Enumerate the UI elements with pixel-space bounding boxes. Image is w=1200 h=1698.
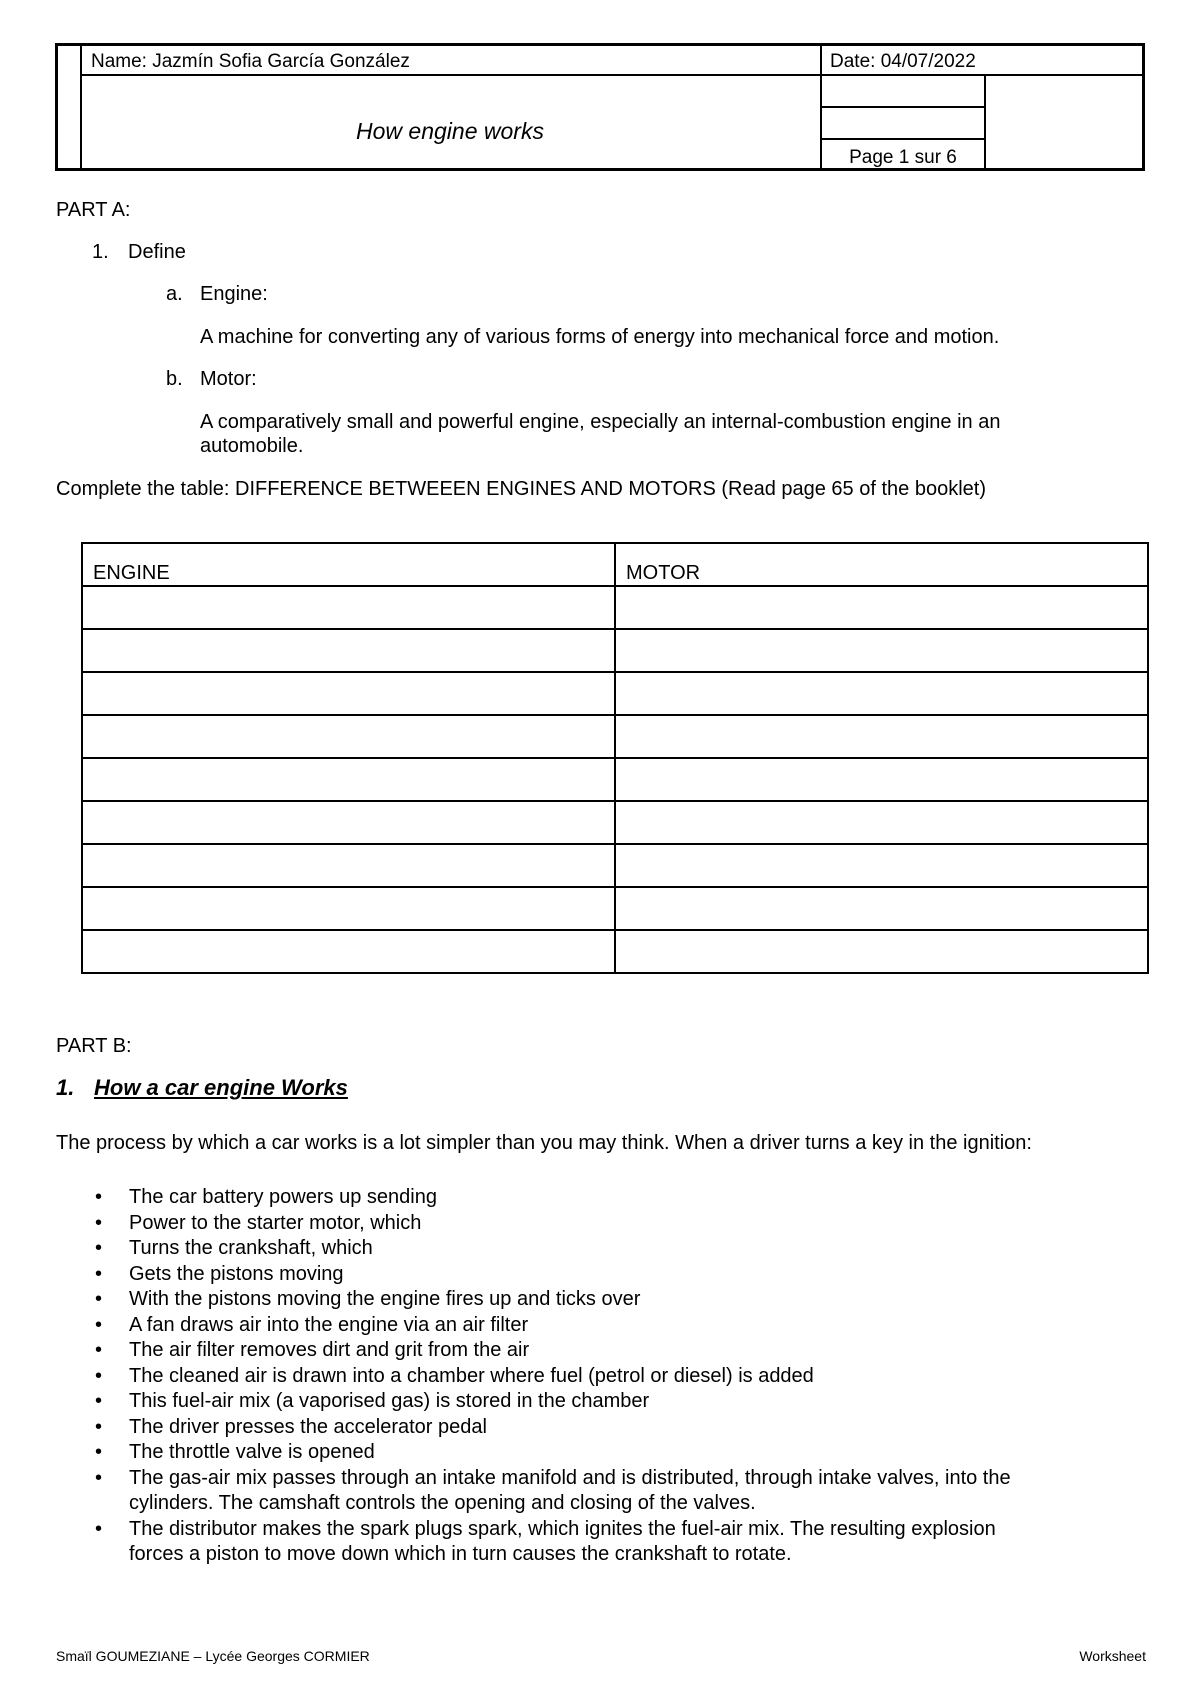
document-header: [55, 43, 1145, 171]
question-number: 1.: [92, 241, 109, 263]
page-number: Page 1 sur 6: [849, 147, 957, 168]
bullet-icon: •: [95, 1186, 103, 1208]
table-cell[interactable]: [615, 672, 1148, 715]
table-row: [82, 629, 1148, 672]
table-cell[interactable]: [615, 629, 1148, 672]
table-cell[interactable]: [82, 629, 615, 672]
table-header-row: [82, 543, 1148, 586]
list-item-text: forces a piston to move down which in turn causes the crankshaft to rotate.: [129, 1543, 792, 1565]
table-row: [82, 930, 1148, 973]
bullet-icon: •: [95, 1313, 103, 1336]
table-cell[interactable]: [82, 844, 615, 887]
table-row: [82, 801, 1148, 844]
document-title: How engine works: [356, 118, 544, 144]
bullet-icon: •: [95, 1466, 103, 1489]
list-item: [95, 1185, 1145, 1211]
bullet-icon: •: [95, 1390, 103, 1412]
bullet-icon: •: [95, 1364, 103, 1387]
list-item: [95, 1440, 1145, 1466]
header-divider: [820, 106, 986, 108]
list-item-text: The car battery powers up sending: [129, 1186, 437, 1208]
table-cell[interactable]: [615, 844, 1148, 887]
table-row: [82, 586, 1148, 629]
header-divider: [984, 74, 986, 168]
list-item-text: The cleaned air is drawn into a chamber where fuel (petrol or diesel) is added: [129, 1364, 814, 1387]
document-date: Date: 04/07/2022: [830, 51, 976, 72]
table-header-cell: MOTOR: [615, 543, 1148, 586]
list-item-text: A fan draws air into the engine via an air filter: [129, 1313, 529, 1336]
table-cell[interactable]: [615, 758, 1148, 801]
list-item-text: With the pistons moving the engine fires up and ticks over: [129, 1288, 641, 1310]
engine-motor-table: [81, 542, 1149, 974]
bullet-icon: •: [95, 1288, 103, 1310]
table-cell[interactable]: [82, 715, 615, 758]
list-item: [95, 1466, 1145, 1517]
list-item: [95, 1262, 1145, 1288]
list-item-text: The driver presses the accelerator pedal: [129, 1415, 487, 1438]
bullet-icon: •: [95, 1237, 103, 1259]
table-cell[interactable]: [615, 586, 1148, 629]
table-cell[interactable]: [82, 930, 615, 973]
list-item: [95, 1389, 1145, 1415]
table-cell[interactable]: [82, 758, 615, 801]
table-cell[interactable]: [615, 801, 1148, 844]
header-divider: [820, 138, 986, 140]
table-row: [82, 887, 1148, 930]
list-item-text: The gas-air mix passes through an intake manifold and is distributed, through intake valves, into the: [129, 1466, 1011, 1489]
list-item: [95, 1364, 1145, 1390]
list-item-text: Gets the pistons moving: [129, 1262, 344, 1285]
subquestion-letter: b.: [166, 368, 183, 390]
bullet-icon: •: [95, 1517, 103, 1540]
list-item-text: The distributor makes the spark plugs spark, which ignites the fuel-air mix. The resulting explosion: [129, 1517, 996, 1540]
footer-label: Worksheet: [1079, 1648, 1146, 1664]
list-item: [95, 1287, 1145, 1313]
list-item: [95, 1517, 1145, 1568]
engine-label: Engine:: [200, 283, 268, 305]
table-cell[interactable]: [615, 887, 1148, 930]
table-cell[interactable]: [82, 672, 615, 715]
table-cell[interactable]: [82, 887, 615, 930]
list-item-text: Turns the crankshaft, which: [129, 1237, 373, 1259]
section-title: How a car engine Works: [94, 1075, 348, 1100]
bullet-icon: •: [95, 1262, 103, 1285]
table-cell[interactable]: [82, 801, 615, 844]
table-row: [82, 715, 1148, 758]
bullet-icon: •: [95, 1211, 103, 1234]
list-item-text: The throttle valve is opened: [129, 1441, 375, 1463]
student-name: Name: Jazmín Sofia García González: [91, 51, 410, 72]
section-number: 1.: [56, 1075, 75, 1100]
question-label: Define: [128, 241, 186, 263]
process-bullet-list: [95, 1185, 1145, 1568]
list-item: [95, 1415, 1145, 1441]
list-item: [95, 1338, 1145, 1364]
list-item-text: The air filter removes dirt and grit from the air: [129, 1339, 530, 1361]
header-divider: [80, 74, 1142, 76]
list-item-text: cylinders. The camshaft controls the opening and closing of the valves.: [129, 1492, 756, 1514]
list-item: [95, 1236, 1145, 1262]
table-cell[interactable]: [82, 586, 615, 629]
table-row: [82, 758, 1148, 801]
motor-definition-line: A comparatively small and powerful engine, especially an internal-combustion engine in an: [200, 411, 1001, 433]
part-a-heading: PART A:: [56, 199, 131, 221]
subquestion-letter: a.: [166, 283, 183, 305]
bullet-icon: •: [95, 1441, 103, 1463]
header-left-bar: [80, 46, 82, 168]
list-item-text: Power to the starter motor, which: [129, 1211, 422, 1234]
list-item: [95, 1313, 1145, 1339]
table-cell[interactable]: [615, 930, 1148, 973]
table-header-cell: ENGINE: [82, 543, 615, 586]
motor-label: Motor:: [200, 368, 257, 390]
table-cell[interactable]: [615, 715, 1148, 758]
bullet-icon: •: [95, 1415, 103, 1438]
table-instruction: Complete the table: DIFFERENCE BETWEEEN ENGINES AND MOTORS (Read page 65 of the booklet): [56, 478, 986, 500]
list-item-text: This fuel-air mix (a vaporised gas) is stored in the chamber: [129, 1390, 650, 1412]
motor-definition-line: automobile.: [200, 435, 304, 457]
table-row: [82, 672, 1148, 715]
footer-author: Smaïl GOUMEZIANE – Lycée Georges CORMIER: [56, 1648, 370, 1664]
intro-paragraph: The process by which a car works is a lot simpler than you may think. When a driver turns a key in the ignition:: [56, 1132, 1032, 1154]
list-item: [95, 1211, 1145, 1237]
engine-definition: A machine for converting any of various forms of energy into mechanical force and motion.: [200, 326, 1000, 348]
table-row: [82, 844, 1148, 887]
bullet-icon: •: [95, 1339, 103, 1361]
part-b-heading: PART B:: [56, 1035, 132, 1057]
